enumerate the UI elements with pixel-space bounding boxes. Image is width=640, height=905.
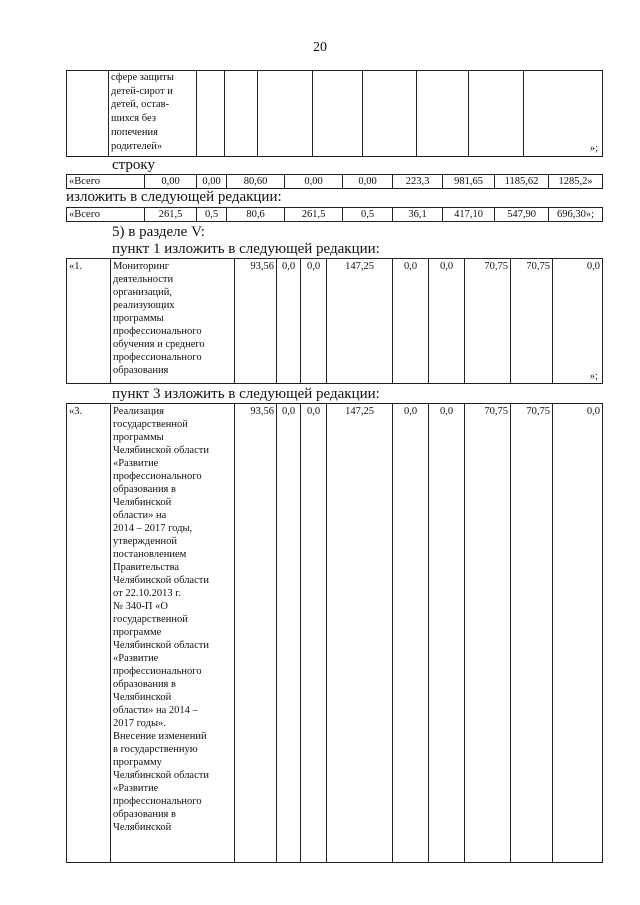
row3-name-line: Правительства (113, 562, 180, 573)
total-new-cell: 0,5 (197, 208, 227, 222)
row3-value: 70,75 (511, 404, 553, 863)
row3-value: 70,75 (465, 404, 511, 863)
row3-name-cell (111, 404, 235, 863)
cont-line: родителей» (111, 140, 163, 152)
row1-num: «1. (67, 259, 111, 384)
total-new-cell: 36,1 (393, 208, 443, 222)
row3-name-line: «Развитие (113, 458, 159, 469)
row1-name-cell (111, 259, 235, 384)
row3-name-line: образования в (113, 679, 176, 690)
total-old-label: «Всего (67, 175, 145, 189)
total-new-cell: 696,30»; (549, 208, 603, 222)
row3-name-line: Реализация (113, 406, 164, 417)
total-old-cell: 0,00 (285, 175, 343, 189)
row3-name-line: государственной (113, 614, 188, 625)
continued-row-table (66, 70, 603, 157)
cont-line: шихся без (111, 113, 156, 125)
row3-name-line: области» на (113, 510, 167, 521)
row1-name-line: профессионального (113, 326, 202, 337)
row3-name-line: образования в (113, 484, 176, 495)
row1-value: 0,0 (429, 259, 465, 384)
row3-value: 0,0 (277, 404, 301, 863)
total-new-cell: 0,5 (343, 208, 393, 222)
row1-value: 70,75 (465, 259, 511, 384)
row1-name-line: организаций, (113, 287, 172, 298)
row1-value: 0,0 (393, 259, 429, 384)
row3-name-line: программе (113, 627, 162, 638)
row1-name-line: программы (113, 313, 164, 324)
cont-line: детей, остав- (111, 99, 170, 111)
row3-name-line: Челябинской области (113, 770, 209, 781)
phrase-izlozhit: изложить в следующей редакции: (66, 189, 282, 205)
row1-table (66, 258, 603, 384)
cont-name-cell (109, 71, 197, 157)
row3-name-line: Челябинской (113, 692, 172, 703)
total-new-cell: 547,90 (495, 208, 549, 222)
total-old-cell: 80,60 (227, 175, 285, 189)
row1-name-line: Мониторинг (113, 261, 170, 272)
total-old-cell: 223,3 (393, 175, 443, 189)
cont-cell (197, 71, 225, 157)
row3-name-line: Челябинской (113, 497, 172, 508)
row3-name-line: «Развитие (113, 653, 159, 664)
phrase-section: 5) в разделе V: (112, 224, 205, 240)
row1-closing-quote: »; (589, 371, 598, 382)
row3-name-line: № 340-П «О (113, 601, 168, 612)
cont-cell (363, 71, 417, 157)
row3-name-line: от 22.10.2013 г. (113, 588, 181, 599)
row3-name-line: утвержденной (113, 536, 178, 547)
phrase-point3: пункт 3 изложить в следующей редакции: (112, 386, 380, 402)
total-new-label: «Всего (67, 208, 145, 222)
row1-value: 70,75 (511, 259, 553, 384)
total-new-cell: 417,10 (443, 208, 495, 222)
phrase-point1: пункт 1 изложить в следующей редакции: (112, 241, 380, 257)
cont-num-cell (67, 71, 109, 157)
row3-name-line: Челябинской области (113, 575, 209, 586)
total-old-cell: 0,00 (145, 175, 197, 189)
row3-value: 0,0 (553, 404, 603, 863)
row1-name-line: профессионального (113, 352, 202, 363)
row3-name-line: «Развитие (113, 783, 159, 794)
total-old-cell: 0,00 (343, 175, 393, 189)
row3-name-line: в государственную (113, 744, 198, 755)
total-old-table (66, 174, 603, 189)
row1-name-line: образования (113, 365, 169, 376)
row1-name-line: деятельности (113, 274, 174, 285)
cont-line: детей-сирот и (111, 85, 173, 97)
row1-value: 93,56 (235, 259, 277, 384)
row3-name-line: Челябинской области (113, 445, 209, 456)
row1-value: 0,0 (301, 259, 327, 384)
cont-line: попечения (111, 126, 158, 138)
cont-cell (225, 71, 258, 157)
row1-name-line: реализующих (113, 300, 175, 311)
row3-name-line: Челябинской (113, 822, 172, 833)
row3-value: 0,0 (301, 404, 327, 863)
cont-cell (258, 71, 313, 157)
row3-value: 147,25 (327, 404, 393, 863)
row3-name-line: области» на 2014 – (113, 705, 198, 716)
row3-name-line: образования в (113, 809, 176, 820)
cont-cell (313, 71, 363, 157)
total-old-cell: 1185,62 (495, 175, 549, 189)
row3-name-line: Челябинской области (113, 640, 209, 651)
row3-value: 0,0 (429, 404, 465, 863)
total-new-table (66, 207, 603, 222)
row3-name-line: 2017 годы». (113, 718, 166, 729)
total-new-cell: 261,5 (285, 208, 343, 222)
row1-last-cell (553, 259, 603, 384)
total-new-cell: 261,5 (145, 208, 197, 222)
row3-name-line: программу (113, 757, 162, 768)
row1-value: 0,0 (586, 261, 600, 272)
total-new-cell: 80,6 (227, 208, 285, 222)
page-number: 20 (313, 40, 327, 55)
row3-name-line: профессионального (113, 471, 202, 482)
closing-quote: »; (589, 143, 598, 155)
row3-name-line: профессионального (113, 796, 202, 807)
row1-value: 0,0 (277, 259, 301, 384)
row3-value: 93,56 (235, 404, 277, 863)
total-old-cell: 0,00 (197, 175, 227, 189)
row3-name-line: профессионального (113, 666, 202, 677)
cont-cell (469, 71, 524, 157)
row3-name-line: программы (113, 432, 164, 443)
row3-num: «3. (67, 404, 111, 863)
cont-last-cell (524, 71, 603, 157)
total-old-cell: 981,65 (443, 175, 495, 189)
cont-line: сфере защиты (111, 72, 174, 83)
row1-value: 147,25 (327, 259, 393, 384)
phrase-stroku: строку (112, 157, 155, 173)
row3-name-line: государственной (113, 419, 188, 430)
row3-name-line: постановлением (113, 549, 187, 560)
row3-table (66, 403, 603, 863)
row3-value: 0,0 (393, 404, 429, 863)
cont-cell (417, 71, 469, 157)
row1-name-line: обучения и среднего (113, 339, 205, 350)
row3-name-line: Внесение изменений (113, 731, 207, 742)
row3-name-line: 2014 – 2017 годы, (113, 523, 193, 534)
total-old-cell: 1285,2» (549, 175, 603, 189)
